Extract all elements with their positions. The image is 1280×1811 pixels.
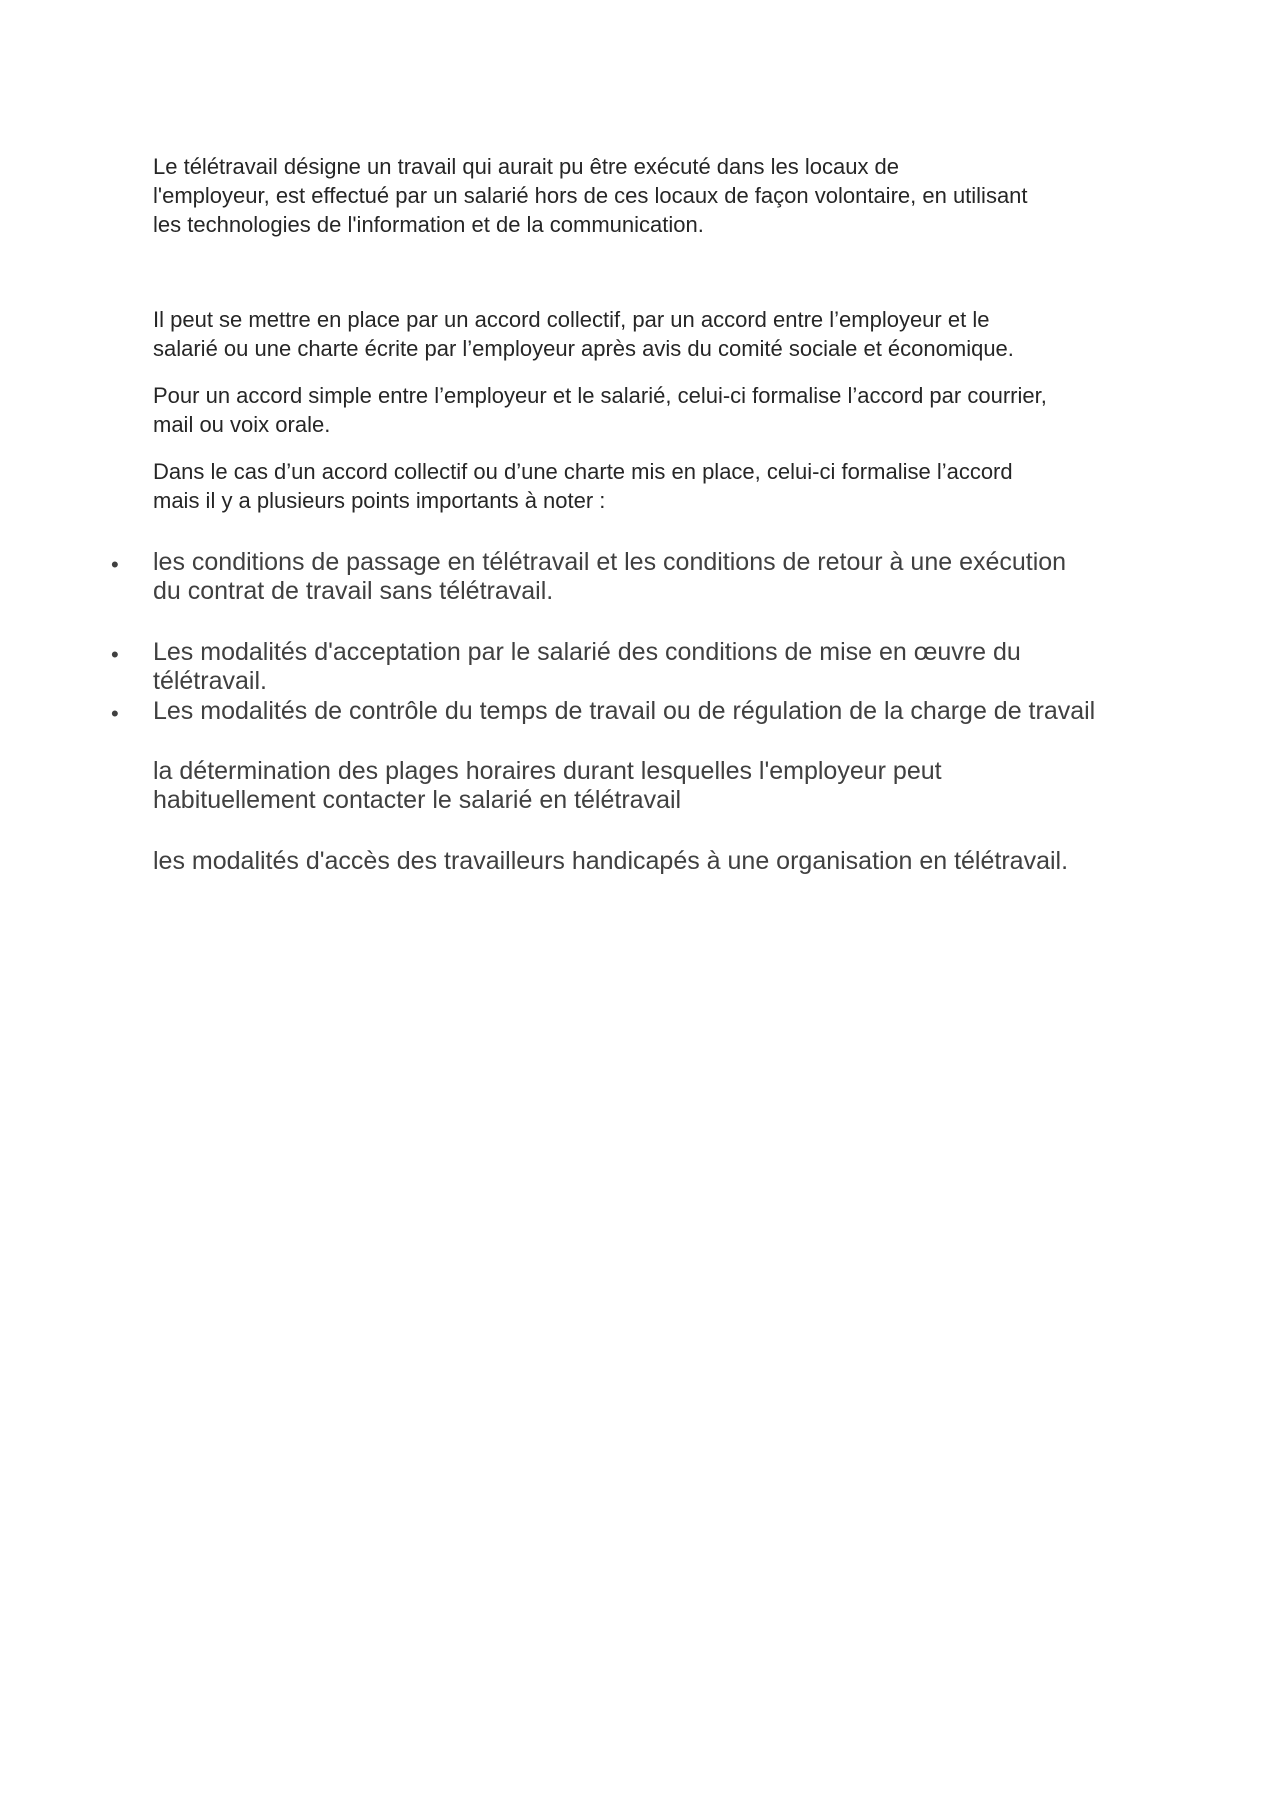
paragraph-implementation: Il peut se mettre en place par un accord collectif, par un accord entre l’employeur et le salarié ou une charte écrite par l’employeur après avis du comité sociale et économique. — [153, 307, 1014, 361]
paragraph-definition: Le télétravail désigne un travail qui aurait pu être exécuté dans les locaux de l'employeur, est effectué par un salarié hors de ces locaux de façon volontaire, en utilisant les technologies de l'information et de la communication. — [153, 154, 1028, 237]
list-item: Les modalités d'acceptation par le salarié des conditions de mise en œuvre du télétravail. — [153, 638, 1021, 695]
bullet-marker: • — [111, 642, 119, 667]
paragraph-simple-agreement: Pour un accord simple entre l’employeur et le salarié, celui-ci formalise l’accord par courrier, mail ou voix orale. — [153, 383, 1047, 437]
bullet-marker: • — [111, 552, 119, 577]
list-item: les modalités d'accès des travailleurs handicapés à une organisation en télétravail. — [153, 847, 1069, 875]
paragraph-collective-agreement: Dans le cas d’un accord collectif ou d’une charte mis en place, celui-ci formalise l’accord mais il y a plusieurs points importants à noter : — [153, 459, 1013, 513]
list-item: les conditions de passage en télétravail et les conditions de retour à une exécution du contrat de travail sans télétravail. — [153, 548, 1067, 605]
bullet-marker: • — [111, 701, 119, 726]
list-item: la détermination des plages horaires durant lesquelles l'employeur peut habituellement contacter le salarié en télétravail — [153, 757, 942, 814]
list-item: Les modalités de contrôle du temps de travail ou de régulation de la charge de travail — [153, 697, 1096, 725]
